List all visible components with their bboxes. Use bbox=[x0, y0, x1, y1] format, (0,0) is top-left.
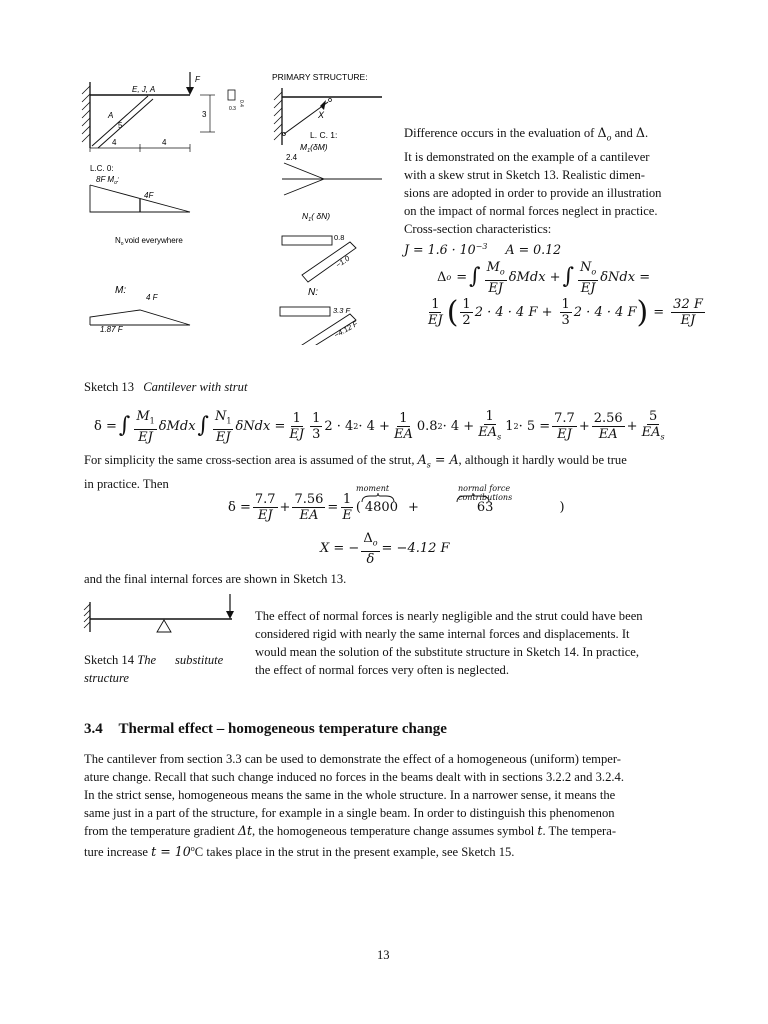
eq-delta2-plus: + bbox=[279, 500, 291, 515]
eq-x-numerator-sub: o bbox=[372, 538, 378, 548]
normal-force-value: 63 bbox=[476, 500, 494, 515]
sketch-14-caption-title-2: structure bbox=[84, 671, 130, 685]
thermal-text-5c: . The tempera- bbox=[542, 824, 617, 838]
n1-top-value: 0.8 bbox=[334, 233, 345, 242]
thermal-line-5 bbox=[84, 822, 709, 840]
normal-forces-line-4: the effect of normal forces very often is neglected. bbox=[255, 663, 509, 677]
thermal-text-6a: ture increase bbox=[84, 845, 152, 860]
eq-delta2-f3d: E bbox=[342, 508, 352, 523]
n1-strut-value: −1.0 bbox=[333, 253, 352, 270]
lc0-label: L.C. 0: bbox=[90, 164, 114, 173]
thermal-math-gradient: Δt bbox=[237, 823, 253, 838]
intro-line-1: Difference occurs in the evaluation of $\Delta_o$ and Δ. bbox=[404, 125, 649, 143]
eq-delta-n1: M bbox=[136, 409, 150, 424]
a-value: A = 0.12 bbox=[505, 241, 562, 257]
thermal-math-degree: o bbox=[190, 844, 195, 853]
thermal-math-t: t bbox=[537, 823, 543, 838]
eq-delta-o-n1-sub: o bbox=[499, 267, 505, 277]
section-number: 3.4 bbox=[84, 721, 103, 737]
n1-label: $N_1$( δN) bbox=[302, 211, 331, 223]
eq-delta-f5d: EJ bbox=[557, 427, 572, 443]
eq-delta-o-t4: 2 · 4 · 4 F bbox=[573, 305, 637, 320]
equation-delta-o-line1: Δ o = ∫ $\frac{M_o}{EJ}$ δMdx + ∫ $\frac{N_o}{EJ}$ δNdx = bbox=[437, 260, 651, 296]
eq-delta-o-d2: EJ bbox=[580, 280, 596, 296]
thermal-line-3: In the strict sense, homogeneous means the same in the whole structure. In a narrower sense, it means the bbox=[84, 788, 616, 802]
j-exponent: −3 bbox=[475, 241, 488, 251]
intro-line-2: It is demonstrated on the example of a cantilever bbox=[404, 149, 650, 164]
eq-delta-o-f4n: 32 F bbox=[673, 297, 703, 312]
eq-delta2-lhs: δ = bbox=[228, 500, 251, 515]
eq-x-rhs: = −4.12 F bbox=[381, 541, 450, 557]
eq-delta-f2d: 3 bbox=[312, 427, 321, 443]
eq-delta2-f1n: 7.7 bbox=[254, 492, 276, 507]
eq-delta-o-equals-2: = bbox=[653, 305, 665, 320]
sketch-14-caption-title-1: The substitute bbox=[137, 653, 224, 667]
simplicity-text-1b: , although it hardly would be true bbox=[458, 453, 627, 467]
normal-forces-line-2: considered rigid with nearly the same internal forces and displacements. It bbox=[255, 627, 630, 641]
moment-value: 4800 bbox=[364, 500, 398, 515]
dim-a-label: 4 bbox=[112, 138, 117, 147]
m-value-top: 4 F bbox=[146, 293, 158, 302]
thermal-text-5a: from the temperature gradient bbox=[84, 824, 238, 838]
eq-delta-t4: 0.8 bbox=[416, 419, 438, 435]
eq-delta-t5: 1 bbox=[505, 419, 514, 435]
dim-b-label: 4 bbox=[162, 138, 167, 147]
eq-delta-t3b: · 4 + bbox=[358, 419, 390, 435]
props-label: E, J, A bbox=[132, 85, 156, 94]
eq-delta-f2n: 1 bbox=[312, 411, 321, 427]
eq-delta-o-f2d: 2 bbox=[462, 313, 471, 328]
page-number: 13 bbox=[377, 948, 390, 962]
thermal-line-1: The cantilever from section 3.3 can be used to demonstrate the effect of a homogeneous (uniform) temper- bbox=[84, 752, 621, 766]
normal-forces-paragraph bbox=[255, 607, 705, 679]
thermal-math-temp: t = 10 bbox=[151, 844, 191, 860]
eq-delta-t5b: · 5 = bbox=[518, 419, 551, 435]
n-strut-value: −4.12 F bbox=[332, 319, 360, 340]
simplicity-math-eq: = A bbox=[430, 452, 459, 467]
eq-delta2-equals: = bbox=[327, 500, 339, 515]
eq-delta-t3: 2 · 4 bbox=[324, 419, 354, 435]
eq-delta-o-lhs-sub: o bbox=[446, 273, 452, 283]
eq-delta-d1: EJ bbox=[138, 429, 153, 445]
sketch-13-caption-prefix: Sketch 13 bbox=[84, 380, 135, 394]
eq-delta-o-n2-sub: o bbox=[591, 267, 597, 277]
load-label: F bbox=[195, 75, 200, 84]
strut-area-label: A bbox=[108, 111, 114, 120]
eq-delta-f4d: EA bbox=[478, 425, 498, 440]
eq-delta2-f1d: EJ bbox=[257, 508, 273, 523]
intro-line-4: sions are adopted in order to provide an illustration bbox=[404, 185, 662, 200]
m1-value-label: 2.4 bbox=[286, 153, 298, 162]
eq-delta-plus-1: + bbox=[578, 419, 590, 435]
intro-line-3: with a skew strut in Sketch 13. Realistic dimen- bbox=[404, 167, 645, 182]
final-forces-sentence: and the final internal forces are shown in Sketch 13. bbox=[84, 572, 347, 586]
thermal-paragraph bbox=[84, 750, 709, 861]
eq-delta-o-f4d: EJ bbox=[680, 313, 696, 328]
eq-delta2-f2n: 7.56 bbox=[294, 492, 324, 507]
simplicity-math-a-sub: s bbox=[426, 460, 431, 470]
sketch-14-caption-line-1 bbox=[84, 651, 236, 669]
cs-b-label: 0.3 bbox=[229, 106, 236, 112]
eq-delta-f7d: EA bbox=[641, 425, 661, 440]
eq-delta-o-n2: N bbox=[580, 260, 592, 275]
eq-delta-n1-sub: 1 bbox=[149, 416, 155, 426]
lc0-value-label: 4F bbox=[144, 191, 154, 200]
eq-delta-t3-exp: 2 bbox=[353, 422, 359, 432]
eq-delta-o-t1: δMdx + bbox=[508, 270, 561, 286]
m-diagram-label: M: bbox=[115, 285, 127, 296]
section-heading bbox=[84, 721, 447, 738]
sketch-13-right bbox=[262, 60, 387, 345]
eq-delta-o-d1: EJ bbox=[488, 280, 504, 296]
normal-forces-line-3: would mean the solution of the substitute structure in Sketch 14. In practice, bbox=[255, 645, 640, 659]
eq-delta-o-f3d: 3 bbox=[561, 313, 570, 328]
eq-delta-d2: EJ bbox=[215, 429, 231, 445]
equation-x bbox=[320, 531, 450, 567]
intro-text-1c: . bbox=[645, 126, 649, 140]
eq-delta-n2: N bbox=[215, 409, 227, 424]
n-diagram-label: N: bbox=[308, 287, 318, 298]
eq-delta-o-f2n: 1 bbox=[462, 297, 471, 312]
strut-length-label: 5 bbox=[118, 121, 123, 130]
j-value: J = 1.6 · 10 bbox=[404, 241, 476, 257]
thermal-text-6b: takes place in the strut in the present example, see Sketch 15. bbox=[203, 845, 515, 860]
thermal-math-celsius: C bbox=[194, 845, 204, 860]
equation-delta: δ = ∫ $\frac{M_1}{EJ}$ δMdx ∫ $\frac{N_1}{EJ}$ δNdx = $\frac{1}{EJ}$ $\frac{1}{3}$ 2 · 4 2 · 4 + $\frac{1}{EA}$ 0.8 2 · 4 + $\frac{1}{EA_s}$ 1 2 · 5 = $\frac{7.7}{EJ}$ + $\frac{2.56}{EA}$ + $\frac{5}{EA_s}$ bbox=[94, 409, 665, 445]
eq-delta-lhs: δ = bbox=[94, 419, 117, 435]
eq-delta-f1n: 1 bbox=[292, 411, 301, 427]
eq-delta-f1d: EJ bbox=[289, 427, 305, 443]
intro-text-1a: Difference occurs in the evaluation of bbox=[404, 126, 598, 140]
simplicity-text-1a: For simplicity the same cross-section area is assumed of the strut, bbox=[84, 453, 418, 467]
eq-delta-f4d-sub: s bbox=[497, 432, 502, 442]
sketch-13-caption bbox=[84, 378, 247, 396]
eq-delta2-plus-2: + bbox=[407, 500, 419, 515]
eq-delta-o-f3n: 1 bbox=[561, 297, 570, 312]
eq-delta-plus-2: + bbox=[626, 419, 638, 435]
eq-delta2-f3n: 1 bbox=[342, 492, 352, 507]
simplicity-line-2: in practice. Then bbox=[84, 476, 169, 491]
n-top-value: 3.3 F bbox=[333, 306, 351, 315]
eq-delta2-close: ) bbox=[559, 500, 565, 515]
eq-delta-f3d: EA bbox=[393, 427, 413, 443]
eq-delta-f7d-sub: s bbox=[660, 432, 665, 442]
eq-delta-o-lhs: Δ bbox=[437, 270, 447, 286]
m-value-left: 1.87 F bbox=[100, 325, 123, 334]
cross-section-values bbox=[404, 238, 704, 259]
lc0-moment-label: 8F $M_o$: bbox=[96, 175, 120, 186]
intro-line-6: Cross-section characteristics: bbox=[404, 221, 552, 236]
thermal-line-6 bbox=[84, 840, 709, 861]
eq-delta2-open: ( bbox=[355, 500, 361, 515]
n0-void-label: $N_ovoid$ everywhere bbox=[115, 236, 183, 247]
eq-x-numerator: Δ bbox=[363, 531, 373, 546]
primary-structure-label: PRIMARY STRUCTURE: bbox=[272, 72, 368, 82]
sketch-13-caption-title: Cantilever with strut bbox=[143, 380, 248, 394]
simplicity-math-a: A bbox=[417, 452, 427, 467]
eq-delta2-f2d: EA bbox=[299, 508, 319, 523]
eq-x-denominator: δ bbox=[366, 551, 375, 567]
intro-paragraph bbox=[404, 124, 704, 259]
eq-delta-f4n: 1 bbox=[485, 409, 494, 424]
eq-x-lhs: X = − bbox=[320, 541, 360, 557]
eq-delta-o-f1n: 1 bbox=[431, 297, 440, 312]
eq-delta-t2: δNdx = bbox=[235, 419, 286, 435]
thermal-text-5b: , the homogeneous temperature change assumes symbol bbox=[252, 824, 538, 838]
normal-forces-line-1: The effect of normal forces is nearly negligible and the strut could have been bbox=[255, 609, 643, 623]
x-label: X bbox=[318, 110, 325, 120]
section-title: Thermal effect – homogeneous temperature change bbox=[118, 721, 447, 737]
eq-delta-n2-sub: 1 bbox=[226, 416, 232, 426]
intro-line-5: on the impact of normal forces neglect in practice. bbox=[404, 203, 658, 218]
thermal-line-4: same just in a part of the structure, for example in a single beam. In order to distinguish this phenomenon bbox=[84, 806, 615, 820]
eq-delta-o-t2: δNdx = bbox=[600, 270, 651, 286]
sketch-13-left bbox=[60, 60, 260, 345]
eq-delta-o-f1d: EJ bbox=[428, 313, 443, 328]
eq-delta-o-equals: = bbox=[456, 270, 468, 286]
eq-delta-f7n: 5 bbox=[648, 409, 658, 424]
equation-delta-numeric bbox=[228, 484, 565, 530]
sketch-14-caption-prefix: Sketch 14 bbox=[84, 653, 135, 667]
eq-delta-f5n: 7.7 bbox=[554, 411, 575, 427]
sketch-14 bbox=[82, 592, 242, 642]
sketch-14-caption bbox=[84, 651, 236, 687]
eq-delta-t4-exp: 2 bbox=[437, 422, 443, 432]
normal-force-label: normal force contributions bbox=[458, 484, 513, 502]
eq-delta-f3n: 1 bbox=[399, 411, 408, 427]
eq-delta-o-t3: 2 · 4 · 4 F + bbox=[474, 305, 553, 320]
eq-delta-t4b: · 4 + bbox=[442, 419, 475, 435]
intro-text-1b: and bbox=[611, 126, 636, 140]
dim-h-label: 3 bbox=[202, 110, 207, 119]
eq-delta-o-n1: M bbox=[486, 260, 500, 275]
eq-delta-f6d: EA bbox=[598, 427, 618, 443]
simplicity-line-1 bbox=[84, 451, 704, 475]
equation-delta-o-line2: $\frac{1}{EJ}$ ( $\frac{1}{2}$ 2 · 4 · 4 F + $\frac{1}{3}$ 2 · 4 · 4 F ) = $\frac{32 F}{EJ}$ bbox=[428, 294, 703, 330]
moment-label: moment bbox=[356, 484, 390, 493]
eq-delta-f6n: 2.56 bbox=[593, 411, 623, 427]
cs-a-label: 0.4 bbox=[238, 100, 244, 107]
eq-delta-t1: δMdx bbox=[158, 419, 196, 435]
m1-label: $M_1(\delta M)$ bbox=[300, 142, 328, 154]
eq-delta-t5-exp: 2 bbox=[513, 422, 519, 432]
thermal-line-2: ature change. Recall that such change induced no forces in the beams dealt with in sections 3.2.2 and 3.2.4. bbox=[84, 770, 624, 784]
lc1-label: L. C. 1: bbox=[310, 130, 338, 140]
